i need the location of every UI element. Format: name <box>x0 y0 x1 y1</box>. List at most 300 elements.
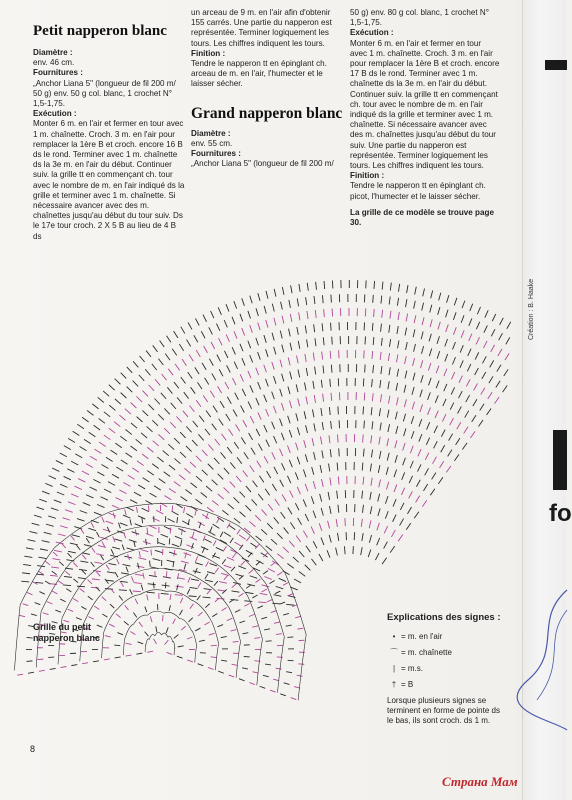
stitch-mark <box>380 394 381 402</box>
stitch-mark <box>191 387 196 394</box>
stitch-mark <box>257 461 261 468</box>
stitch-mark <box>362 533 363 541</box>
stitch-mark <box>196 400 201 406</box>
chain-arc-mark <box>164 612 180 618</box>
stitch-mark <box>107 527 109 533</box>
stitch-mark <box>307 311 308 319</box>
stitch-mark <box>58 534 66 536</box>
stitch-mark <box>373 295 374 303</box>
stitch-mark <box>387 410 389 418</box>
stitch-mark <box>422 303 424 311</box>
stitch-mark <box>258 352 261 360</box>
stitch-mark <box>218 671 224 673</box>
stitch-mark <box>23 564 31 565</box>
stitch-mark <box>380 423 381 431</box>
stitch-mark <box>244 528 250 533</box>
stitch-mark <box>384 526 387 533</box>
stitch-mark <box>186 446 192 452</box>
stitch-mark <box>196 476 202 481</box>
stitch-mark <box>277 533 283 539</box>
stitch-mark <box>108 563 116 565</box>
stitch-mark <box>121 582 124 587</box>
stitch-mark <box>332 337 333 345</box>
stitch-mark <box>251 448 255 455</box>
stitch-mark <box>77 519 85 522</box>
stitch-mark <box>261 617 267 619</box>
legend-note: Lorsque plusieurs signes se terminent en forme de pointe ds le bas, ils sont croch. ds 1 m. <box>387 696 500 725</box>
chain-arc-mark <box>168 636 173 642</box>
stitch-mark <box>60 484 67 487</box>
stitch-mark <box>274 622 280 623</box>
stitch-mark <box>115 399 121 404</box>
stitch-mark <box>294 687 300 689</box>
stitch-mark <box>330 449 331 457</box>
continuation-text: 50 g) env. 80 g col. blanc, 1 crochet N° 1,5-1,75. <box>350 8 489 28</box>
stitch-mark <box>465 411 469 418</box>
stitch-mark <box>82 417 88 422</box>
stitch-mark <box>104 412 110 417</box>
stitch-mark <box>489 376 493 383</box>
stitch-mark <box>371 407 372 415</box>
stitch-mark <box>241 437 245 444</box>
stitch-mark <box>425 453 429 460</box>
stitch-mark <box>297 487 300 494</box>
stitch-mark <box>287 637 293 638</box>
stitch-mark <box>147 426 153 431</box>
stitch-mark <box>90 487 97 490</box>
stitch-mark <box>184 392 189 398</box>
arc-icon: ⌒ <box>390 648 398 657</box>
stitch-mark <box>31 614 37 616</box>
text-column-right <box>350 8 500 228</box>
stitch-mark <box>391 530 395 537</box>
stitch-mark <box>444 384 447 391</box>
stitch-mark <box>39 592 44 595</box>
stitch-mark <box>373 337 374 345</box>
stitch-mark <box>477 307 480 314</box>
stitch-mark <box>382 310 383 318</box>
stitch-mark <box>314 324 315 332</box>
stitch-mark <box>194 335 198 342</box>
legend-item <box>387 680 507 690</box>
stitch-mark <box>274 289 276 297</box>
stitch-mark <box>97 472 104 476</box>
stitch-mark <box>96 554 104 556</box>
stitch-mark <box>135 524 142 527</box>
stitch-mark <box>319 554 323 561</box>
stitch-mark <box>58 581 63 584</box>
stitch-mark <box>370 492 371 500</box>
stitch-mark <box>258 602 266 603</box>
stitch-mark <box>167 652 173 654</box>
stitch-mark <box>137 566 145 568</box>
stitch-mark <box>135 530 136 536</box>
stitch-mark <box>90 456 97 460</box>
stitch-mark <box>248 371 251 378</box>
stitch-mark <box>384 542 388 549</box>
stitch-mark <box>177 578 185 579</box>
stitch-mark <box>381 296 382 304</box>
stitch-mark <box>163 577 171 578</box>
stitch-mark <box>83 503 90 506</box>
stitch-mark <box>192 532 194 538</box>
stitch-mark <box>130 446 136 451</box>
stitch-mark <box>270 690 276 692</box>
stitch-mark <box>94 512 101 515</box>
stitch-mark <box>414 512 419 519</box>
stitch-mark <box>65 571 70 575</box>
stitch-mark <box>52 591 57 594</box>
stitch-mark <box>452 357 455 364</box>
stitch-mark <box>81 607 86 610</box>
stitch-mark <box>198 664 204 666</box>
stitch-mark <box>153 441 159 446</box>
finition-value: Tendre le napperon tt en épinglant ch. picot, l'humecter et le laisser sécher. <box>350 181 486 201</box>
stitch-mark <box>137 507 138 513</box>
stitch-mark <box>34 515 42 517</box>
stitch-mark <box>54 500 61 503</box>
stitch-mark <box>378 465 380 473</box>
stitch-mark <box>290 343 292 351</box>
stitch-mark <box>261 529 267 534</box>
stitch-mark <box>215 568 218 573</box>
stitch-mark <box>438 307 440 315</box>
stitch-mark <box>245 505 251 511</box>
stitch-mark <box>190 604 194 609</box>
stitch-mark <box>411 431 414 439</box>
diametre-label: Diamètre : <box>191 128 231 138</box>
stitch-mark <box>221 452 226 458</box>
stitch-mark <box>91 522 94 527</box>
stitch-mark <box>306 368 307 376</box>
stitch-mark <box>321 380 322 388</box>
stitch-mark <box>172 544 180 547</box>
stitch-mark <box>154 639 157 644</box>
stitch-mark <box>71 665 77 666</box>
stitch-mark <box>280 360 282 368</box>
stitch-mark <box>432 473 436 480</box>
stitch-mark <box>437 351 440 359</box>
stitch-mark <box>250 355 253 362</box>
stitch-mark <box>475 352 479 359</box>
stitch-mark <box>99 442 106 446</box>
stitch-mark <box>330 351 331 359</box>
stitch-mark <box>130 500 137 504</box>
stitch-mark <box>248 311 251 319</box>
stitch-mark <box>222 559 226 564</box>
stitch-mark <box>137 642 143 644</box>
stitch-mark <box>418 464 422 471</box>
stitch-mark <box>450 418 454 425</box>
stitch-mark <box>405 356 407 364</box>
stitch-mark <box>466 379 470 386</box>
stitch-mark <box>125 409 131 414</box>
stitch-mark <box>70 543 78 545</box>
stitch-mark <box>205 574 208 579</box>
stitch-mark <box>398 312 399 320</box>
legend-item <box>387 632 507 642</box>
stitch-mark <box>152 420 158 426</box>
symbol-legend <box>387 612 507 726</box>
stitch-mark <box>273 406 276 413</box>
stitch-mark <box>229 525 236 530</box>
stitch-mark <box>178 646 184 647</box>
stitch-mark <box>180 497 187 501</box>
stitch-mark <box>282 287 284 295</box>
stitch-mark <box>249 682 255 684</box>
stitch-mark <box>100 497 107 500</box>
stitch-mark <box>224 488 230 494</box>
stitch-mark <box>167 560 175 562</box>
stitch-mark <box>492 314 496 321</box>
chain-arc-mark <box>146 639 149 646</box>
stitch-mark <box>249 521 255 526</box>
stitch-mark <box>230 482 235 488</box>
stitch-mark <box>438 477 443 484</box>
stitch-mark <box>195 628 200 631</box>
grid-page-note: La grille de ce modèle se trouve page 30. <box>350 207 494 228</box>
stitch-mark <box>94 606 99 609</box>
stitch-mark <box>106 521 114 524</box>
stitch-mark <box>397 369 399 377</box>
stitch-mark <box>295 503 299 510</box>
stitch-mark <box>84 439 91 443</box>
stitch-mark <box>212 424 217 430</box>
stitch-mark <box>397 298 398 306</box>
stitch-mark <box>287 445 290 452</box>
chain-arc-mark <box>191 600 210 619</box>
stitch-mark <box>312 409 313 417</box>
stitch-mark <box>243 470 248 476</box>
stitch-mark <box>263 675 269 676</box>
stitch-mark <box>202 470 208 475</box>
stitch-mark <box>268 568 275 572</box>
chain-arc-mark <box>191 630 196 646</box>
stitch-mark <box>469 318 472 325</box>
stitch-mark <box>246 486 251 492</box>
stitch-mark <box>329 535 331 543</box>
stitch-mark <box>86 495 93 498</box>
stitch-mark <box>258 412 261 419</box>
stitch-mark <box>220 401 224 408</box>
text-column-left <box>33 22 185 242</box>
stitch-mark <box>277 572 282 575</box>
stitch-mark <box>232 664 238 665</box>
stitch-mark <box>338 434 339 442</box>
stitch-mark <box>242 633 248 634</box>
stitch-mark <box>76 618 82 620</box>
stitch-mark <box>229 675 235 677</box>
stitch-mark <box>224 575 228 579</box>
stitch-mark <box>395 440 397 448</box>
stitch-mark <box>152 464 158 469</box>
stitch-mark <box>324 281 325 289</box>
stitch-mark <box>145 607 147 613</box>
stitch-mark <box>380 352 381 360</box>
stitch-mark <box>336 548 338 556</box>
stitch-mark <box>250 543 257 547</box>
stitch-mark <box>27 637 33 638</box>
stitch-mark <box>52 468 59 471</box>
stitch-mark <box>19 615 25 616</box>
stitch-mark <box>218 386 222 393</box>
stitch-mark <box>379 451 381 459</box>
stitch-mark <box>126 430 132 435</box>
chain-arc-mark <box>238 525 285 572</box>
stitch-mark <box>32 523 40 525</box>
stitch-mark <box>410 461 413 468</box>
edge-wave-decoration <box>523 580 567 740</box>
stitch-mark <box>257 606 263 608</box>
stitch-mark <box>426 438 429 445</box>
stitch-mark <box>198 582 201 587</box>
stitch-mark <box>205 429 210 435</box>
stitch-mark <box>233 641 239 642</box>
stitch-mark <box>73 579 78 583</box>
stitch-mark <box>369 535 371 543</box>
stitch-mark <box>264 395 267 402</box>
stitch-mark <box>264 335 266 343</box>
stitch-mark <box>220 540 227 544</box>
stitch-mark <box>299 284 300 292</box>
stitch-mark <box>191 579 199 581</box>
stitch-mark <box>389 297 390 305</box>
stitch-mark <box>239 679 245 681</box>
stitch-mark <box>404 399 406 407</box>
stitch-mark <box>297 298 298 306</box>
stitch-mark <box>232 378 236 385</box>
stitch-mark <box>297 427 299 435</box>
stitch-mark <box>258 382 261 389</box>
stitch-mark <box>46 524 54 526</box>
stitch-mark <box>272 362 274 370</box>
stitch-mark <box>303 499 306 506</box>
stitch-mark <box>296 413 298 421</box>
stitch-mark <box>421 331 423 339</box>
stitch-mark <box>372 393 373 401</box>
stitch-mark <box>473 399 477 406</box>
stitch-mark <box>202 450 207 456</box>
stitch-mark <box>454 298 457 306</box>
stitch-mark <box>276 586 284 588</box>
stitch-mark <box>50 668 56 669</box>
stitch-mark <box>461 315 464 322</box>
stitch-mark <box>296 384 298 392</box>
stitch-mark <box>368 549 371 557</box>
stitch-mark <box>414 315 416 323</box>
stitch-mark <box>248 553 252 557</box>
stitch-mark <box>499 333 503 340</box>
stitch-mark <box>153 582 154 588</box>
stitch-mark <box>456 438 460 445</box>
stitch-mark <box>180 452 186 457</box>
page-number: 8 <box>30 744 36 754</box>
stitch-mark <box>446 324 449 332</box>
stitch-mark <box>403 443 406 451</box>
chain-arc-mark <box>298 635 306 701</box>
stitch-mark <box>372 323 373 331</box>
stitch-mark <box>228 504 234 509</box>
stitch-mark <box>198 522 205 526</box>
stitch-mark <box>102 542 105 547</box>
stitch-mark <box>138 485 145 489</box>
stitch-mark <box>331 393 332 401</box>
chain-arc-mark <box>215 644 218 670</box>
stitch-mark <box>218 307 221 314</box>
stitch-mark <box>483 341 487 348</box>
stitch-mark <box>362 463 363 471</box>
stitch-mark <box>181 377 186 383</box>
stitch-mark <box>444 369 447 376</box>
stitch-mark <box>434 426 437 433</box>
stitch-mark <box>385 496 388 504</box>
stitch-mark <box>382 558 387 565</box>
stitch-mark <box>305 454 307 462</box>
stitch-mark <box>106 565 109 570</box>
stitch-mark <box>231 567 235 571</box>
stitch-mark <box>116 498 123 501</box>
stitch-mark <box>242 358 245 365</box>
stitch-mark <box>145 632 149 637</box>
stitch-mark <box>86 536 94 538</box>
stitch-mark <box>280 389 282 397</box>
stitch-mark <box>254 638 260 639</box>
stitch-mark <box>413 358 415 366</box>
stitch-mark <box>171 403 176 409</box>
stitch-mark <box>242 298 245 306</box>
stitch-mark <box>280 331 282 339</box>
stitch-mark <box>264 576 271 579</box>
stitch-mark <box>186 513 193 517</box>
stitch-mark <box>282 316 284 324</box>
stitch-mark <box>92 404 98 409</box>
stitch-mark <box>280 449 283 456</box>
stitch-mark <box>201 331 205 338</box>
stitch-mark <box>290 371 292 379</box>
stitch-mark <box>370 506 372 514</box>
execution-label: Exécution : <box>350 28 394 38</box>
stitch-mark <box>168 369 173 375</box>
stitch-mark <box>475 368 479 375</box>
stitch-mark <box>119 490 126 494</box>
stitch-mark <box>429 348 431 356</box>
stitch-mark <box>42 541 50 543</box>
stitch-mark <box>133 591 141 592</box>
stitch-mark <box>183 411 188 417</box>
stitch-mark <box>249 570 254 574</box>
stitch-mark <box>42 491 49 494</box>
stitch-mark <box>381 338 382 346</box>
stitch-mark <box>170 594 171 600</box>
stitch-mark <box>297 628 303 629</box>
stitch-mark <box>255 515 261 521</box>
stitch-mark <box>188 322 192 329</box>
stitch-mark <box>258 293 260 301</box>
stitch-mark <box>274 347 276 355</box>
stitch-mark <box>142 391 147 397</box>
stitch-mark <box>121 573 129 574</box>
stitch-mark <box>123 515 130 518</box>
stitch-mark <box>337 491 338 499</box>
chain-arc-mark <box>210 619 219 644</box>
edge-letters: fo <box>549 500 572 527</box>
stitch-mark <box>157 457 163 462</box>
stitch-mark <box>168 519 175 523</box>
stitch-mark <box>403 458 406 466</box>
stitch-mark <box>106 457 113 461</box>
stitch-mark <box>98 397 104 402</box>
stitch-mark <box>453 327 456 334</box>
